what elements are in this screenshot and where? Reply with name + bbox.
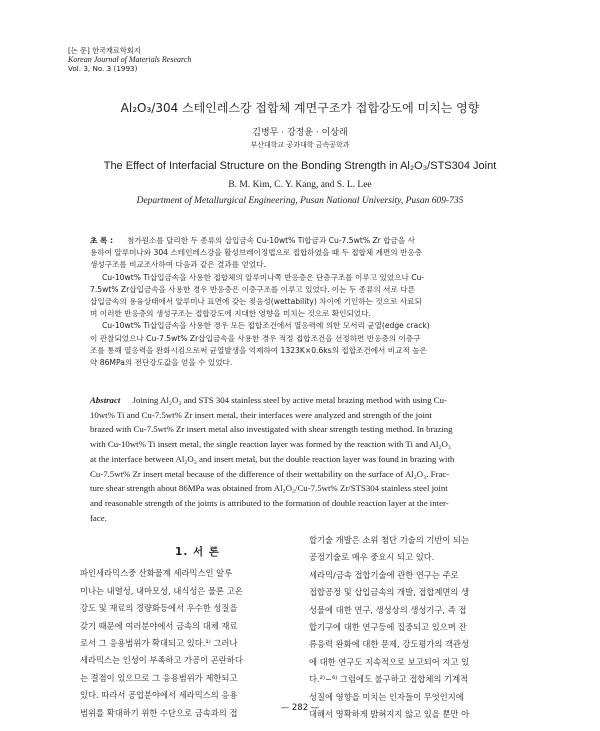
body-line: 세라믹스는 인성이 부족하고 가공이 곤란하다 [80, 655, 243, 666]
abstract-ko-line: 약 86MPa의 전단강도값을 얻을 수 있었다. [90, 358, 233, 368]
journal-volume: Vol. 3, No. 3 (1993) [68, 64, 138, 73]
body-line: 접합공정 및 삽입금속의 개발, 접합계면의 생 [309, 587, 470, 598]
title-english: The Effect of Interfacial Structure on the Bonding Strength in Al₂O₃/STS304 Joint [103, 160, 497, 172]
abstract-ko-label: 초 록 : [90, 236, 113, 245]
journal-header [68, 46, 191, 73]
title-korean: Al₂O₃/304 스테인레스강 접합체 계면구조가 접합강도에 미치는 영향 [120, 101, 480, 115]
body-line: 대해서 명확하게 밝혀지지 않고 있을 뿐만 아 [309, 709, 470, 720]
abstract-en-line: and reasonable strength of the joints is attributed to the formation of double reaction layer at the inter- [90, 497, 449, 508]
abstract-english [90, 393, 508, 525]
body-line: 파인세라믹스중 산화물계 세라믹스인 알루 [80, 568, 233, 579]
authors-english: B. M. Kim, C. Y. Kang, and S. L. Lee [228, 180, 372, 190]
affiliation-english: Department of Metallurgical Engineering, Pusan National University, Pusan 609-735 [136, 196, 464, 206]
section-heading-introduction: 1. 서 론 [175, 546, 220, 558]
abstract-en-line: 10wt% Ti and Cu-7.5wt% Zr insert metal, their interfaces were analyzed and strength of the joint [90, 409, 432, 420]
abstract-ko-line: 삽입금속의 용융상태에서 알루미나 표면에 갖는 젖음성(wettability) 차이에 기인하는 것으로 사료되 [90, 297, 422, 307]
journal-name-ko: [논 문] 한국재료학회지 [68, 46, 141, 55]
abstract-ko-line: 조를 통해 열응력을 완화시킴으로써 균열발생을 억제하여 1323K×0.6ks의 접합조건에서 비교적 높은 [90, 345, 427, 355]
abstract-ko-line: 생성구조를 비교조사하여 다음과 같은 결과를 얻었다. [90, 260, 266, 270]
body-column-left [80, 532, 315, 722]
body-line: 성질에 영향을 미치는 인자들이 무엇인지에 [309, 691, 464, 702]
abstract-korean [90, 235, 508, 369]
page-number: — 282 — [280, 703, 320, 713]
body-line: 다.²⁾~⁶⁾ 그럼에도 불구하고 접합체의 기계적 [309, 674, 469, 685]
body-line: 있다. 따라서 공업분야에서 세라믹스의 응용 [80, 690, 238, 701]
abstract-en-line: brazed with Cu-7.5wt% Zr insert metal also investigated with shear strength testing method. In brazing [90, 424, 453, 435]
body-line: 미나는 내열성, 내마모성, 내식성은 물론 고온 [80, 585, 243, 596]
abstract-en-line: ture shear strength about 86MPa was obtained from Al₂O₃/Cu-7.5wt% Zr/STS304 stainless steel joint [90, 483, 448, 494]
abstract-ko-line: Cu-10wt% Ti삽입금속을 사용한 경우 모든 접합조건에서 열응력에 의한 모서리 균열(edge crack) [102, 321, 430, 331]
abstract-ko-line: 용하여 알루미나와 304 스테인레스강을 활성브레이징법으로 접합하였을 때 두 접합체 계면의 반응층 [90, 248, 423, 258]
body-line: 합기구에 대한 연구등에 집중되고 있으며 잔 [309, 622, 467, 633]
abstract-ko-line: 이 관찰되었으나 Cu-7.5wt% Zr삽입금속을 사용한 경우 적정 접합조건을 선정하면 반응층의 이층구 [90, 333, 421, 343]
body-line: 합기술 개발은 소위 첨단 기술의 기반이 되는 [309, 535, 470, 545]
body-line: 는 결점이 있으므로 그 응용범위가 제한되고 [80, 672, 238, 683]
abstract-ko-line: 7.5wt% Zr삽입금속을 사용한 경우 반응층은 이층구조를 이루고 있었다. 이는 두 종류의 서로 다른 [90, 284, 415, 294]
body-line: 갖기 때문에 여러분야에서 금속의 대체 재료 [80, 620, 238, 631]
body-line: 공정기술로 매우 중요시 되고 있다. [309, 552, 435, 563]
abstract-en-line: face. [90, 512, 107, 523]
abstract-en-line: Abstract Joining Al₂O₃ and STS 304 stainless steel by active metal brazing method with using Cu- [90, 395, 447, 405]
body-line: 로서 그 응용범위가 확대되고 있다.¹⁾ 그러나 [80, 638, 238, 649]
abstract-en-label: Abstract [90, 395, 121, 405]
body-line: 범위를 확대하기 위한 수단으로 금속과의 접 [80, 707, 238, 718]
abstract-en-line: with Cu-10wt% Ti insert metal, the single reaction layer was formed by the reaction with Ti and Al₂O₃ [90, 439, 451, 450]
abstract-ko-line: 초 록 : 첨가원소를 달리한 두 종류의 삽입금속 Cu-10wt% Ti합금과 Cu-7.5wt% Zr 합금을 사 [90, 236, 415, 245]
abstract-ko-line: Cu-10wt% Ti삽입금속을 사용한 접합체의 알루미나쪽 반응층은 단층구조를 이루고 있었으나 Cu- [102, 272, 425, 282]
abstract-en-line: Cu-7.5wt% Zr insert metal because of the difference of their wettability on the surface of Al₂O₃. Frac- [90, 468, 450, 479]
journal-name-en: Korean Journal of Materials Research [68, 55, 192, 64]
body-line: 세라믹/금속 접합기술에 관한 연구는 주로 [309, 569, 459, 580]
body-column-right [309, 532, 544, 723]
body-line: 성물에 대한 연구, 생성상의 생성기구, 즉 접 [309, 604, 467, 615]
body-line: 에 대한 연구도 지속적으로 보고되어 지고 있 [309, 656, 470, 667]
abstract-ko-line: 며 이러한 반응층의 생성구조는 접합강도에 지대한 영향을 미치는 것으로 확인되었다. [90, 309, 371, 319]
body-line: 류응력 완화에 대한 문제, 강도평가의 객관성 [309, 639, 470, 650]
abstract-en-line: at the interface between Al₂O₃ and insert metal, but the double reaction layer was found in brazing with [90, 453, 455, 464]
body-line: 강도 및 재료의 경량화등에서 우수한 성질을 [80, 603, 238, 614]
affiliation-korean: 부산대학교 공과대학 금속공학과 [250, 141, 350, 149]
authors-korean: 김병무 · 강정윤 · 이상래 [252, 128, 348, 138]
